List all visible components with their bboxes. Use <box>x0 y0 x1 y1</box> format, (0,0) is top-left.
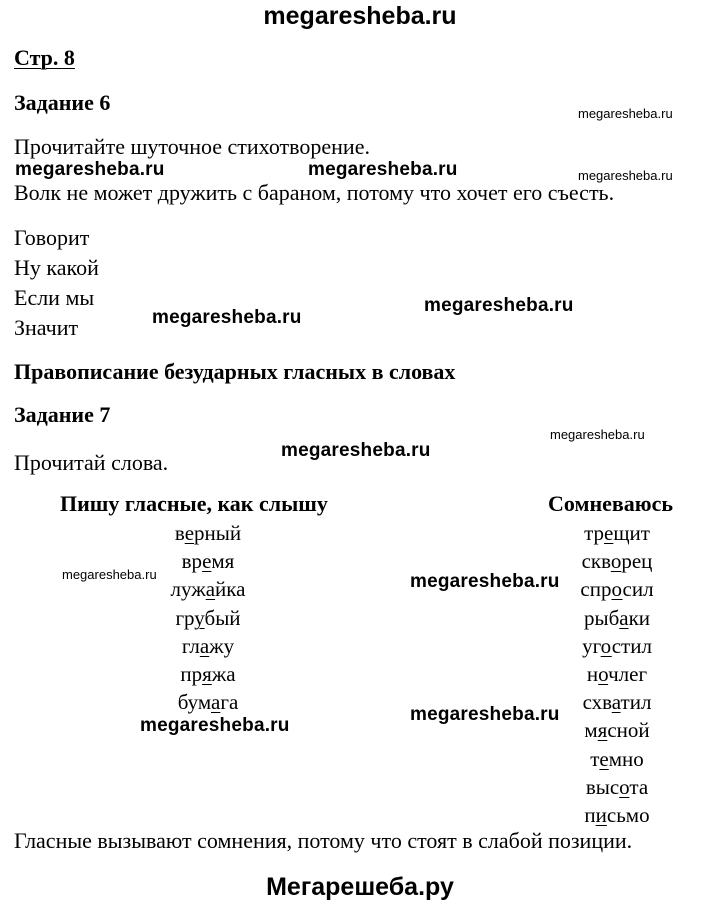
word-part: бум <box>177 690 211 715</box>
poem-line: Значит <box>14 315 79 340</box>
word-part: рный <box>194 521 242 545</box>
unstressed-vowel: я <box>597 718 608 743</box>
word-part: рыб <box>583 605 620 630</box>
word-item <box>467 521 720 546</box>
watermark: megaresheba.ru <box>410 571 560 592</box>
watermark: megaresheba.ru <box>308 159 458 180</box>
unstressed-vowel: о <box>610 549 622 574</box>
watermark-small: megaresheba.ru <box>578 106 673 121</box>
word-part: спр <box>580 577 612 602</box>
word-part: га <box>220 690 239 715</box>
word-item <box>467 634 720 659</box>
word-item <box>58 606 358 631</box>
unstressed-vowel: а <box>205 577 216 602</box>
word-item <box>467 662 720 687</box>
word-part: гр <box>175 605 195 630</box>
site-header: megaresheba.ru <box>263 2 457 30</box>
unstressed-vowel: о <box>600 633 612 658</box>
unstressed-vowel: а <box>619 605 629 630</box>
word-item <box>467 803 720 828</box>
word-part: сной <box>607 718 650 743</box>
unstressed-vowel: о <box>619 774 630 799</box>
word-part: луж <box>170 577 206 602</box>
unstressed-vowel: и <box>595 803 607 827</box>
word-part: сил <box>622 577 654 602</box>
word-part: гл <box>181 633 200 658</box>
watermark-small: megaresheba.ru <box>578 168 673 183</box>
unstressed-vowel: у <box>194 605 205 630</box>
word-part: н <box>586 662 599 686</box>
word-part: пр <box>180 662 203 686</box>
watermark: megaresheba.ru <box>424 295 574 316</box>
word-part: вр <box>181 549 203 574</box>
watermark: megaresheba.ru <box>152 307 302 328</box>
word-part: мя <box>211 549 235 574</box>
unstressed-vowel: о <box>611 577 623 602</box>
poem-line: Если мы <box>14 285 95 310</box>
word-part: скв <box>581 549 611 574</box>
watermark: megaresheba.ru <box>15 159 165 180</box>
word-part: тил <box>620 690 652 715</box>
word-part: жа <box>211 662 236 686</box>
section-title: Правописание безударных гласных в словах <box>14 359 456 384</box>
unstressed-vowel: е <box>604 521 614 545</box>
word-part: бый <box>204 605 241 630</box>
task7-instruction: Прочитай слова. <box>14 450 169 475</box>
watermark-small: megaresheba.ru <box>62 567 157 582</box>
watermark: megaresheba.ru <box>281 440 431 461</box>
word-part: щит <box>613 521 650 545</box>
word-part: выс <box>585 774 620 799</box>
word-item <box>58 690 358 715</box>
word-item <box>467 775 720 800</box>
unstressed-vowel: е <box>184 521 195 545</box>
right-column-title: Сомневаюсь <box>548 491 673 516</box>
word-item <box>467 747 720 772</box>
watermark: megaresheba.ru <box>410 704 560 725</box>
unstressed-vowel: о <box>598 662 609 686</box>
word-part: в <box>174 521 185 545</box>
word-item <box>58 521 358 546</box>
word-part: стил <box>611 633 652 658</box>
page-reference: Стр. 8 <box>14 45 75 70</box>
word-part: схв <box>582 690 612 715</box>
unstressed-vowel: а <box>611 690 621 715</box>
word-part: та <box>629 774 649 799</box>
word-item <box>58 662 358 687</box>
unstressed-vowel: е <box>202 549 212 574</box>
unstressed-vowel: е <box>599 746 609 771</box>
conclusion: Гласные вызывают сомнения, потому что стоят в слабой позиции. <box>14 828 633 853</box>
poem-line: Ну какой <box>14 255 99 280</box>
task7-title: Задание 7 <box>14 402 111 427</box>
word-part: йка <box>215 577 246 602</box>
watermark: megaresheba.ru <box>140 715 290 736</box>
task6-answer: Волк не может дружить с бараном, потому что хочет его съесть. <box>14 180 615 205</box>
word-part: тр <box>584 521 604 545</box>
word-part: уг <box>582 633 601 658</box>
unstressed-vowel: я <box>202 662 212 686</box>
watermark-small: megaresheba.ru <box>550 427 645 442</box>
word-part: т <box>590 746 600 771</box>
site-footer: Мегарешеба.ру <box>266 873 454 901</box>
word-part: члег <box>608 662 648 686</box>
word-part: п <box>584 803 596 827</box>
word-part: ки <box>628 605 651 630</box>
word-part: жу <box>209 633 235 658</box>
unstressed-vowel: а <box>211 690 221 715</box>
word-part: рец <box>621 549 653 574</box>
unstressed-vowel: а <box>199 633 210 658</box>
task6-title: Задание 6 <box>14 90 111 115</box>
word-part: мно <box>608 746 644 771</box>
poem-line: Говорит <box>14 225 90 250</box>
word-part: м <box>584 718 598 743</box>
task6-instruction: Прочитайте шуточное стихотворение. <box>14 134 370 159</box>
word-part: сьмо <box>606 803 650 827</box>
left-column-title: Пишу гласные, как слышу <box>60 491 328 516</box>
word-item <box>58 634 358 659</box>
word-item <box>467 606 720 631</box>
